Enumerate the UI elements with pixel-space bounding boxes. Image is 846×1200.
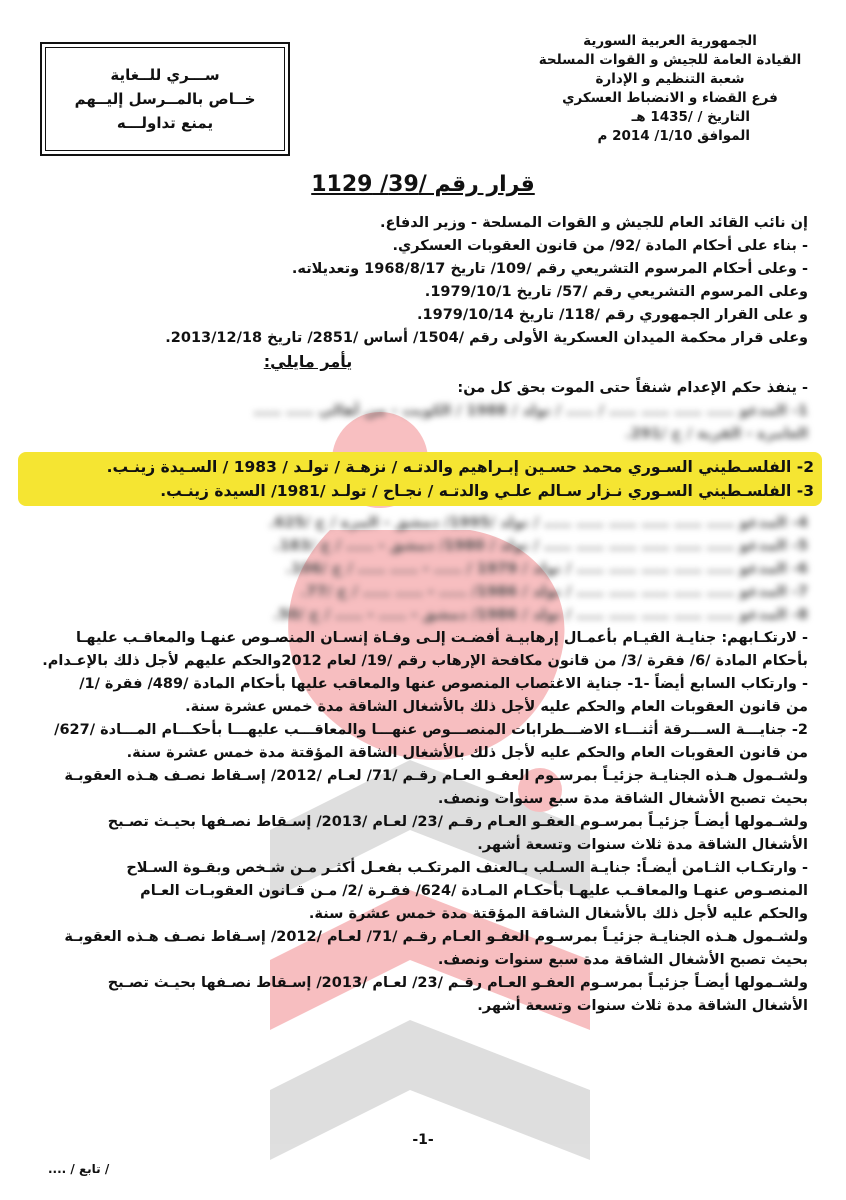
- highlighted-entries: [18, 452, 822, 506]
- letterhead: [520, 32, 820, 146]
- date-gregorian: الموافق 1/10/ 2014 م: [597, 128, 750, 144]
- order-heading: يأمر مايلي:: [263, 352, 353, 371]
- preamble-line: - وعلى أحكام المرسوم التشريعي رقم /109/ تاريخ 1968/8/17 وتعديلاته.: [291, 261, 808, 277]
- branch-name: فرع القضاء و الانضباط العسكري: [562, 90, 778, 106]
- classification-line-2: خــاص بالمــرسل إليــهم: [74, 90, 256, 108]
- charge-line: الأشغال الشاقة مدة ثلاث سنوات وتسعة أشهر.: [477, 837, 808, 853]
- preamble-line: وعلى المرسوم التشريعي رقم /57/ تاريخ 1979/10/1.: [424, 284, 808, 300]
- redacted-entry: 6- المدعو ..... ..... ..... ..... ..... / تولد / 1979 / ..... - ..... ..... / خ /106.: [285, 561, 808, 577]
- preamble-line: - بناء على أحكام المادة /92/ من قانون العقوبات العسكري.: [392, 238, 808, 254]
- page-number: -1-: [412, 1132, 434, 1148]
- preamble-line: إن نائب القائد العام للجيش و القوات المسلحة - وزير الدفاع.: [379, 215, 808, 231]
- redacted-entry: العامرة - القرية / خ /291.: [625, 426, 808, 442]
- charge-line: من قانون العقوبات العام والحكم عليه لأجل ذلك بالأشغال الشاقة مدة خمس عشرة سنة.: [185, 699, 808, 715]
- execution-line: - ينفذ حكم الإعدام شنقاً حتى الموت بحق كل من:: [457, 380, 808, 396]
- date-hijri: التاريخ / /1435 هـ: [631, 109, 750, 125]
- continued-note: / تابع / ....: [48, 1162, 110, 1176]
- charge-line: ولشـمولها أيضـاً جزئيـاً بمرسـوم العفـو العـام رقـم /23/ لعـام /2013/ إسـقاط نصـفها بحيـث تصـبح: [107, 814, 808, 830]
- document-body: [28, 212, 814, 1018]
- classification-line-1: ســـري للــغاية: [110, 66, 220, 84]
- redacted-entry: 1- المدعو ..... ..... ..... ..... / ..... / تولد / 1988 / الكويت - من أهالي ..... .....: [253, 403, 808, 419]
- classification-line-3: يمنع تداولـــه: [116, 114, 214, 132]
- charge-line: المنصـوص عنهـا والمعاقـب عليهـا بأحكـام المـادة /624/ فقـرة /2/ مـن قـانون العقوبـات العـام: [140, 883, 808, 899]
- preamble-line: و على القرار الجمهوري رقم /118/ تاريخ 1979/10/14.: [417, 307, 808, 323]
- charge-line: - وارتكـاب الثـامن أيضـاً: جنايـة السـلب بـالعنف المرتكـب بفعـل أكثـر مـن شـخص وبقـوة السـلاح: [126, 860, 808, 876]
- charge-line: - لارتكـابهم: جنايـة القيـام بأعمـال إرهابيـة أفضـت إلـى وفـاة إنسـان المنصـوص عنهـا والمعاقـب عليهـا: [76, 630, 808, 646]
- charge-line: ولشـمولها أيضـاً جزئيـاً بمرسـوم العفـو العـام رقـم /23/ لعـام /2013/ إسـقاط نصـفها بحيـث تصـبح: [107, 975, 808, 991]
- redacted-entry: 8- المدعو ..... ..... ..... ..... ..... / تولد / 1986/ دمشق - ..... - ..... / خ /50.: [273, 607, 808, 623]
- redacted-entry: 4- المدعو ..... ..... ..... ..... ..... ..... / تولد /1995/ دمشق - المزة / خ /625.: [268, 515, 808, 531]
- charge-line: بأحكام المادة /6/ فقرة /3/ من قانون مكافحة الإرهاب رقم /19/ لعام 2012والحكم عليهم لأجل ذلك بالإعـدام.: [42, 653, 808, 669]
- charge-line: ولشـمول هـذه الجنايـة جزئيـاً بمرسـوم العفـو العـام رقـم /71/ لعـام /2012/ إسـقاط نصـف هـذه العقوبـة: [64, 768, 808, 784]
- classification-box: [40, 42, 290, 156]
- redacted-entry: 5- المدعو ..... ..... ..... ..... ..... ..... / تولد / 1980/ دمشق - ..... / خ /183.: [274, 538, 808, 554]
- redacted-entry: 7- المدعو ..... ..... ..... ..... ..... / تولد / 1986/ ..... - ..... ..... / خ /77.: [300, 584, 808, 600]
- highlighted-entry: 3- الفلسـطيني السـوري نـزار سـالم علـي والدتـه / نجـاح / تولـد /1981/ السيدة زينـب.: [160, 482, 814, 500]
- charge-line: والحكم عليه لأجل ذلك بالأشغال الشاقة المؤقتة مدة خمس عشرة سنة.: [308, 906, 808, 922]
- preamble-line: وعلى قرار محكمة الميدان العسكرية الأولى رقم /1504/ أساس /2851/ تاريخ 2013/12/18.: [165, 330, 808, 346]
- highlighted-entry: 2- الفلسـطيني السـوري محمد حسـين إبـراهيم والدتـه / نزهـة / تولـد / 1983 / السـيدة زينـب.: [106, 458, 814, 476]
- charge-line: بحيث تصبح الأشغال الشاقة مدة سبع سنوات ونصف.: [437, 952, 808, 968]
- charge-line: الأشغال الشاقة مدة ثلاث سنوات وتسعة أشهر.: [477, 998, 808, 1014]
- charge-line: 2- جنايـــة الســـرقة أثنـــاء الاضـــطرابات المنصـــوص عنهـــا والمعاقـــب عليهـــا بأحكـــام المـــادة /627/: [54, 722, 808, 738]
- command-name: القيادة العامة للجيش و القوات المسلحة: [538, 52, 802, 68]
- charge-line: بحيث تصبح الأشغال الشاقة مدة سبع سنوات ونصف.: [437, 791, 808, 807]
- division-name: شعبة التنظيم و الإدارة: [595, 71, 745, 87]
- charge-line: من قانون العقوبات العام والحكم عليه لأجل ذلك بالأشغال الشاقة المؤقتة مدة خمس عشرة سنة.: [126, 745, 808, 761]
- decision-title: قرار رقم /39/ 1129: [311, 172, 535, 197]
- charge-line: ولشـمول هـذه الجنايـة جزئيـاً بمرسـوم العفـو العـام رقـم /71/ لعـام /2012/ إسـقاط نصـف هـذه العقوبـة: [64, 929, 808, 945]
- charge-line: - وارتكاب السابع أيضاً -1- جناية الاغتصاب المنصوص عنها والمعاقب عليها بأحكام المادة /489/ فقرة /1/: [79, 676, 808, 692]
- country-name: الجمهورية العربية السورية: [583, 33, 757, 49]
